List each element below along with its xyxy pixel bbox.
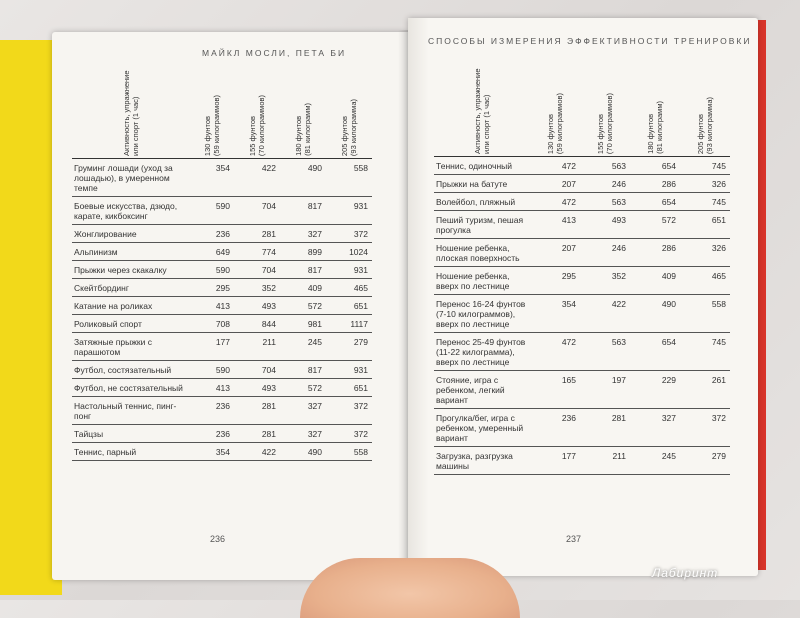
calorie-value-cell: 281 (234, 225, 280, 243)
calorie-value-cell: 745 (680, 333, 730, 371)
calorie-value-cell: 563 (580, 157, 630, 175)
table-row (434, 447, 730, 475)
calorie-value-cell: 413 (530, 211, 580, 239)
calorie-value-cell: 372 (326, 397, 372, 425)
calorie-value-cell: 207 (530, 175, 580, 193)
calorie-value-cell: 493 (234, 379, 280, 397)
activity-cell: Прогулка/бег, игра с ребенком, умеренный вариант (434, 409, 530, 447)
calorie-value-cell: 490 (630, 295, 680, 333)
calorie-value-cell: 177 (530, 447, 580, 475)
calorie-value-cell: 413 (190, 379, 234, 397)
activity-cell: Стояние, игра с ребенком, легкий вариант (434, 371, 530, 409)
calorie-value-cell: 931 (326, 197, 372, 225)
column-header-label: 205 фунтов (93 килограмма) (696, 96, 714, 154)
calorie-value-cell: 295 (530, 267, 580, 295)
calorie-value-cell: 211 (580, 447, 630, 475)
activity-cell: Перенос 25-49 фунтов (11-22 килограмма), вверх по лестнице (434, 333, 530, 371)
calorie-value-cell: 327 (280, 425, 326, 443)
right-page-number: 237 (566, 534, 582, 544)
activity-cell: Перенос 16-24 фунтов (7-10 килограммов), вверх по лестнице (434, 295, 530, 333)
table-row (434, 371, 730, 409)
activity-cell: Ношение ребенка, вверх по лестнице (434, 267, 530, 295)
calorie-value-cell: 286 (630, 175, 680, 193)
calorie-value-cell: 490 (280, 443, 326, 461)
column-header (326, 72, 372, 159)
calorie-value-cell: 372 (326, 425, 372, 443)
activity-cell: Прыжки на батуте (434, 175, 530, 193)
calorie-value-cell: 352 (234, 279, 280, 297)
table-row (434, 239, 730, 267)
activity-cell: Настольный теннис, пинг-понг (72, 397, 190, 425)
calorie-value-cell: 563 (580, 193, 630, 211)
calorie-value-cell: 493 (580, 211, 630, 239)
calorie-value-cell: 207 (530, 239, 580, 267)
calorie-value-cell: 817 (280, 361, 326, 379)
calorie-value-cell: 211 (234, 333, 280, 361)
calorie-value-cell: 817 (280, 261, 326, 279)
table-row (72, 261, 372, 279)
calorie-value-cell: 295 (190, 279, 234, 297)
calorie-value-cell: 704 (234, 261, 280, 279)
calorie-value-cell: 651 (326, 379, 372, 397)
calorie-value-cell: 572 (280, 379, 326, 397)
calorie-value-cell: 236 (530, 409, 580, 447)
calorie-value-cell: 774 (234, 243, 280, 261)
table-row (72, 425, 372, 443)
calorie-value-cell: 745 (680, 157, 730, 175)
column-header (434, 70, 530, 157)
column-header (530, 70, 580, 157)
table-row (72, 159, 372, 197)
calorie-value-cell: 354 (530, 295, 580, 333)
activity-cell: Затяжные прыжки с парашютом (72, 333, 190, 361)
calorie-value-cell: 817 (280, 197, 326, 225)
calorie-value-cell: 931 (326, 361, 372, 379)
calorie-value-cell: 704 (234, 361, 280, 379)
calorie-value-cell: 245 (280, 333, 326, 361)
calorie-value-cell: 493 (234, 297, 280, 315)
activity-cell: Боевые искусства, дзюдо, карате, кикбоксинг (72, 197, 190, 225)
column-header-label: 205 фунтов (93 килограмма) (340, 98, 358, 156)
calorie-value-cell: 236 (190, 425, 234, 443)
calorie-value-cell: 286 (630, 239, 680, 267)
calorie-value-cell: 245 (630, 447, 680, 475)
hand-thumb (300, 558, 520, 618)
calorie-value-cell: 422 (234, 159, 280, 197)
column-header-label: 155 фунтов (70 килограммов) (596, 92, 614, 154)
calorie-value-cell: 372 (326, 225, 372, 243)
activity-cell: Тайцзы (72, 425, 190, 443)
calorie-value-cell: 1117 (326, 315, 372, 333)
calorie-value-cell: 236 (190, 225, 234, 243)
calorie-value-cell: 279 (680, 447, 730, 475)
left-page (52, 32, 408, 580)
table-row (434, 175, 730, 193)
calorie-value-cell: 409 (280, 279, 326, 297)
calorie-value-cell: 1024 (326, 243, 372, 261)
table-row (72, 279, 372, 297)
table-row (72, 197, 372, 225)
table-row (434, 409, 730, 447)
calorie-value-cell: 558 (680, 295, 730, 333)
right-page (408, 18, 758, 576)
calorie-value-cell: 649 (190, 243, 234, 261)
calorie-value-cell: 472 (530, 157, 580, 175)
watermark-logo: Лабиринт (652, 566, 719, 580)
calorie-value-cell: 490 (280, 159, 326, 197)
table-row (72, 315, 372, 333)
calorie-value-cell: 327 (280, 397, 326, 425)
table-row (72, 361, 372, 379)
calorie-value-cell: 422 (234, 443, 280, 461)
calorie-value-cell: 281 (234, 425, 280, 443)
activity-cell: Роликовый спорт (72, 315, 190, 333)
table-row (72, 225, 372, 243)
column-header-label: 155 фунтов (70 килограммов) (248, 94, 266, 156)
column-header-label: Активность, упражнение или спорт (1 час) (122, 70, 140, 156)
calorie-value-cell: 409 (630, 267, 680, 295)
table-row (434, 211, 730, 239)
column-header (190, 72, 234, 159)
calorie-value-cell: 279 (326, 333, 372, 361)
calorie-value-cell: 981 (280, 315, 326, 333)
calorie-value-cell: 326 (680, 175, 730, 193)
calorie-value-cell: 844 (234, 315, 280, 333)
activity-cell: Прыжки через скакалку (72, 261, 190, 279)
column-header (234, 72, 280, 159)
table-row (434, 333, 730, 371)
calorie-value-cell: 558 (326, 443, 372, 461)
calorie-value-cell: 354 (190, 159, 234, 197)
calorie-value-cell: 654 (630, 157, 680, 175)
activity-cell: Футбол, состязательный (72, 361, 190, 379)
calorie-value-cell: 229 (630, 371, 680, 409)
calorie-value-cell: 236 (190, 397, 234, 425)
calorie-value-cell: 590 (190, 197, 234, 225)
table-row (72, 243, 372, 261)
calorie-value-cell: 422 (580, 295, 630, 333)
activity-cell: Загрузка, разгрузка машины (434, 447, 530, 475)
calorie-value-cell: 651 (326, 297, 372, 315)
calorie-value-cell: 327 (280, 225, 326, 243)
table-row (72, 333, 372, 361)
column-header-label: Активность, упражнение или спорт (1 час) (473, 68, 491, 154)
column-header-label: 180 фунтов (81 килограмм) (294, 103, 312, 156)
column-header (630, 70, 680, 157)
calorie-value-cell: 899 (280, 243, 326, 261)
calorie-value-cell: 465 (326, 279, 372, 297)
calorie-value-cell: 931 (326, 261, 372, 279)
calorie-value-cell: 372 (680, 409, 730, 447)
column-header-label: 180 фунтов (81 килограмм) (646, 101, 664, 154)
activity-cell: Груминг лошади (уход за лошадью), в умеренном темпе (72, 159, 190, 197)
calorie-value-cell: 246 (580, 175, 630, 193)
table-row (72, 297, 372, 315)
column-header (72, 72, 190, 159)
calorie-value-cell: 261 (680, 371, 730, 409)
activity-cell: Теннис, парный (72, 443, 190, 461)
calorie-value-cell: 165 (530, 371, 580, 409)
calorie-value-cell: 572 (630, 211, 680, 239)
right-calorie-table (434, 70, 730, 475)
calorie-value-cell: 654 (630, 193, 680, 211)
calorie-value-cell: 654 (630, 333, 680, 371)
activity-cell: Скейтбординг (72, 279, 190, 297)
calorie-value-cell: 327 (630, 409, 680, 447)
activity-cell: Футбол, не состязательный (72, 379, 190, 397)
calorie-value-cell: 572 (280, 297, 326, 315)
calorie-value-cell: 590 (190, 261, 234, 279)
calorie-value-cell: 558 (326, 159, 372, 197)
column-header (280, 72, 326, 159)
table-row (72, 443, 372, 461)
left-calorie-table (72, 72, 372, 461)
calorie-value-cell: 352 (580, 267, 630, 295)
calorie-value-cell: 745 (680, 193, 730, 211)
calorie-value-cell: 704 (234, 197, 280, 225)
left-page-header: МАЙКЛ МОСЛИ, ПЕТА БИ (202, 48, 347, 58)
calorie-value-cell: 413 (190, 297, 234, 315)
calorie-value-cell: 708 (190, 315, 234, 333)
calorie-value-cell: 651 (680, 211, 730, 239)
activity-cell: Пеший туризм, пешая прогулка (434, 211, 530, 239)
calorie-value-cell: 472 (530, 193, 580, 211)
table-row (434, 157, 730, 175)
column-header-label: 130 фунтов (59 килограммов) (546, 92, 564, 154)
calorie-value-cell: 326 (680, 239, 730, 267)
activity-cell: Альпинизм (72, 243, 190, 261)
calorie-value-cell: 197 (580, 371, 630, 409)
activity-cell: Катание на роликах (72, 297, 190, 315)
calorie-value-cell: 465 (680, 267, 730, 295)
calorie-value-cell: 472 (530, 333, 580, 371)
calorie-value-cell: 281 (234, 397, 280, 425)
calorie-value-cell: 563 (580, 333, 630, 371)
calorie-value-cell: 281 (580, 409, 630, 447)
column-header-label: 130 фунтов (59 килограммов) (203, 94, 221, 156)
activity-cell: Ношение ребенка, плоская поверхность (434, 239, 530, 267)
column-header (580, 70, 630, 157)
activity-cell: Волейбол, пляжный (434, 193, 530, 211)
calorie-value-cell: 246 (580, 239, 630, 267)
calorie-value-cell: 590 (190, 361, 234, 379)
calorie-value-cell: 177 (190, 333, 234, 361)
table-row (434, 193, 730, 211)
right-page-header: СПОСОБЫ ИЗМЕРЕНИЯ ЭФФЕКТИВНОСТИ ТРЕНИРОВКИ (428, 36, 752, 46)
calorie-value-cell: 354 (190, 443, 234, 461)
left-page-number: 236 (210, 534, 226, 544)
table-row (72, 397, 372, 425)
table-row (434, 295, 730, 333)
column-header (680, 70, 730, 157)
activity-cell: Жонглирование (72, 225, 190, 243)
activity-cell: Теннис, одиночный (434, 157, 530, 175)
table-row (434, 267, 730, 295)
table-row (72, 379, 372, 397)
